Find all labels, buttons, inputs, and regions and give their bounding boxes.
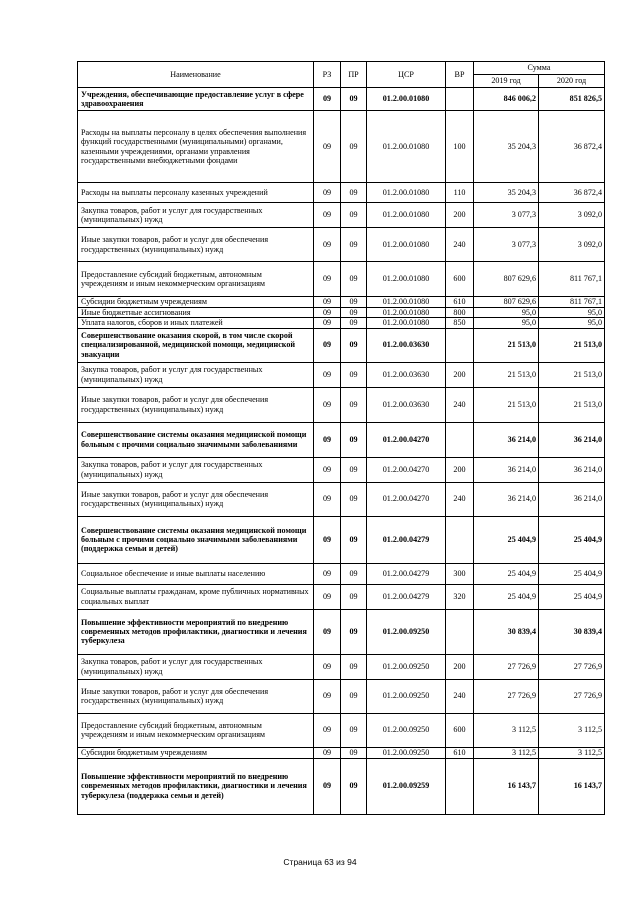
table-row (78, 713, 605, 747)
row-pr: 09 (341, 654, 367, 679)
row-value-2019: 16 143,7 (474, 758, 539, 814)
row-value-2020: 36 214,0 (539, 422, 605, 457)
row-csr: 01.2.00.01080 (367, 262, 446, 297)
row-value-2020: 21 513,0 (539, 328, 605, 362)
table-row (78, 183, 605, 203)
row-name: Совершенствование системы оказания медицинской помощи больным с прочими социально значимыми заболеваниями (78, 422, 314, 457)
row-pr: 09 (341, 457, 367, 482)
header-pr: ПР (341, 62, 367, 88)
row-pr: 09 (341, 228, 367, 262)
row-value-2019: 25 404,9 (474, 516, 539, 563)
row-vr: 300 (446, 563, 474, 584)
row-csr: 01.2.00.01080 (367, 308, 446, 318)
row-pr: 09 (341, 328, 367, 362)
row-value-2019: 807 629,6 (474, 297, 539, 308)
row-rz: 09 (314, 563, 341, 584)
table-row (78, 297, 605, 308)
table-row (78, 654, 605, 679)
row-name: Иные закупки товаров, работ и услуг для обеспечения государственных (муниципальных) нужд (78, 679, 314, 713)
row-rz: 09 (314, 516, 341, 563)
row-value-2019: 846 006,2 (474, 88, 539, 111)
row-name: Иные бюджетные ассигнования (78, 308, 314, 318)
row-csr: 01.2.00.04270 (367, 422, 446, 457)
row-rz: 09 (314, 713, 341, 747)
row-vr (446, 422, 474, 457)
row-value-2020: 851 826,5 (539, 88, 605, 111)
row-rz: 09 (314, 308, 341, 318)
row-value-2020: 25 404,9 (539, 516, 605, 563)
row-vr: 600 (446, 262, 474, 297)
table-row (78, 482, 605, 516)
row-pr: 09 (341, 318, 367, 328)
table-row (78, 328, 605, 362)
row-value-2019: 807 629,6 (474, 262, 539, 297)
table-row (78, 679, 605, 713)
row-pr: 09 (341, 482, 367, 516)
row-pr: 09 (341, 516, 367, 563)
row-rz: 09 (314, 318, 341, 328)
row-value-2019: 36 214,0 (474, 422, 539, 457)
row-name: Иные закупки товаров, работ и услуг для обеспечения государственных (муниципальных) нужд (78, 387, 314, 422)
row-name: Учреждения, обеспечивающие предоставление услуг в сфере здравоохранения (78, 88, 314, 111)
row-name: Иные закупки товаров, работ и услуг для обеспечения государственных (муниципальных) нужд (78, 228, 314, 262)
row-vr: 200 (446, 362, 474, 387)
row-value-2019: 21 513,0 (474, 362, 539, 387)
table-body (78, 88, 605, 815)
row-rz: 09 (314, 422, 341, 457)
row-vr (446, 88, 474, 111)
row-value-2020: 3 112,5 (539, 713, 605, 747)
row-csr: 01.2.00.01080 (367, 111, 446, 183)
row-rz: 09 (314, 228, 341, 262)
header-rz: РЗ (314, 62, 341, 88)
row-value-2020: 30 839,4 (539, 609, 605, 654)
row-vr (446, 758, 474, 814)
row-name: Предоставление субсидий бюджетным, автономным учреждениям и иным некоммерческим организациям (78, 713, 314, 747)
table-row (78, 203, 605, 228)
row-name: Предоставление субсидий бюджетным, автономным учреждениям и иным некоммерческим организациям (78, 262, 314, 297)
header-year-2019: 2019 год (474, 75, 539, 88)
row-pr: 09 (341, 713, 367, 747)
row-csr: 01.2.00.03630 (367, 328, 446, 362)
row-rz: 09 (314, 387, 341, 422)
row-csr: 01.2.00.09250 (367, 654, 446, 679)
row-csr: 01.2.00.09250 (367, 679, 446, 713)
row-name: Расходы на выплаты персоналу казенных учреждений (78, 183, 314, 203)
row-csr: 01.2.00.01080 (367, 228, 446, 262)
row-rz: 09 (314, 183, 341, 203)
row-pr: 09 (341, 262, 367, 297)
row-value-2020: 3 092,0 (539, 203, 605, 228)
row-rz: 09 (314, 679, 341, 713)
row-value-2020: 25 404,9 (539, 563, 605, 584)
row-csr: 01.2.00.04270 (367, 457, 446, 482)
row-csr: 01.2.00.03630 (367, 387, 446, 422)
row-pr: 09 (341, 758, 367, 814)
table-row (78, 88, 605, 111)
row-name: Социальное обеспечение и иные выплаты населению (78, 563, 314, 584)
row-csr: 01.2.00.09259 (367, 758, 446, 814)
row-value-2019: 35 204,3 (474, 183, 539, 203)
row-pr: 09 (341, 563, 367, 584)
row-pr: 09 (341, 679, 367, 713)
row-value-2019: 95,0 (474, 308, 539, 318)
table-row (78, 758, 605, 814)
row-pr: 09 (341, 387, 367, 422)
row-rz: 09 (314, 758, 341, 814)
row-value-2020: 95,0 (539, 308, 605, 318)
row-rz: 09 (314, 203, 341, 228)
row-vr: 100 (446, 111, 474, 183)
row-value-2020: 36 872,4 (539, 183, 605, 203)
row-rz: 09 (314, 328, 341, 362)
table-row (78, 262, 605, 297)
row-rz: 09 (314, 482, 341, 516)
row-csr: 01.2.00.03630 (367, 362, 446, 387)
row-value-2019: 25 404,9 (474, 584, 539, 609)
row-value-2020: 36 214,0 (539, 482, 605, 516)
row-vr: 240 (446, 482, 474, 516)
row-csr: 01.2.00.04279 (367, 516, 446, 563)
row-value-2019: 3 112,5 (474, 747, 539, 758)
row-vr: 610 (446, 297, 474, 308)
row-value-2019: 95,0 (474, 318, 539, 328)
row-rz: 09 (314, 654, 341, 679)
row-vr: 200 (446, 457, 474, 482)
row-csr: 01.2.00.09250 (367, 609, 446, 654)
row-pr: 09 (341, 183, 367, 203)
table-row (78, 747, 605, 758)
row-value-2019: 36 214,0 (474, 457, 539, 482)
page-footer: Страница 63 из 94 (283, 857, 357, 867)
row-value-2020: 3 112,5 (539, 747, 605, 758)
row-pr: 09 (341, 88, 367, 111)
row-value-2019: 30 839,4 (474, 609, 539, 654)
row-name: Уплата налогов, сборов и иных платежей (78, 318, 314, 328)
row-csr: 01.2.00.01080 (367, 318, 446, 328)
row-rz: 09 (314, 584, 341, 609)
row-value-2019: 27 726,9 (474, 679, 539, 713)
row-value-2019: 27 726,9 (474, 654, 539, 679)
row-vr: 240 (446, 387, 474, 422)
row-pr: 09 (341, 422, 367, 457)
row-csr: 01.2.00.01080 (367, 297, 446, 308)
row-vr: 240 (446, 679, 474, 713)
row-name: Повышение эффективности мероприятий по внедрению современных методов профилактики, диагностики и лечения туберкулеза (поддержка семьи и детей) (78, 758, 314, 814)
row-name: Закупка товаров, работ и услуг для государственных (муниципальных) нужд (78, 457, 314, 482)
row-value-2019: 3 112,5 (474, 713, 539, 747)
row-vr: 610 (446, 747, 474, 758)
row-rz: 09 (314, 362, 341, 387)
row-name: Закупка товаров, работ и услуг для государственных (муниципальных) нужд (78, 654, 314, 679)
header-name: Наименование (78, 62, 314, 88)
table-row (78, 387, 605, 422)
row-rz: 09 (314, 88, 341, 111)
row-name: Социальные выплаты гражданам, кроме публичных нормативных социальных выплат (78, 584, 314, 609)
row-name: Повышение эффективности мероприятий по внедрению современных методов профилактики, диагностики и лечения туберкулеза (78, 609, 314, 654)
row-name: Расходы на выплаты персоналу в целях обеспечения выполнения функций государственными (муниципальными) органами, казенными учреждениями, органами управления государственными внебюджетными фондами (78, 111, 314, 183)
row-value-2020: 811 767,1 (539, 262, 605, 297)
row-pr: 09 (341, 111, 367, 183)
row-value-2020: 36 214,0 (539, 457, 605, 482)
row-pr: 09 (341, 308, 367, 318)
row-name: Иные закупки товаров, работ и услуг для обеспечения государственных (муниципальных) нужд (78, 482, 314, 516)
row-name: Закупка товаров, работ и услуг для государственных (муниципальных) нужд (78, 362, 314, 387)
row-vr: 200 (446, 654, 474, 679)
table-row (78, 516, 605, 563)
table-row (78, 308, 605, 318)
row-value-2019: 21 513,0 (474, 328, 539, 362)
row-value-2020: 21 513,0 (539, 387, 605, 422)
row-value-2019: 36 214,0 (474, 482, 539, 516)
row-csr: 01.2.00.01080 (367, 88, 446, 111)
row-value-2020: 36 872,4 (539, 111, 605, 183)
row-value-2020: 27 726,9 (539, 654, 605, 679)
row-name: Совершенствование оказания скорой, в том числе скорой специализированной, медицинской помощи, медицинской эвакуации (78, 328, 314, 362)
table-row (78, 457, 605, 482)
row-name: Совершенствование системы оказания медицинской помощи больным с прочими социально значимыми заболеваниями (поддержка семьи и детей) (78, 516, 314, 563)
table-row (78, 362, 605, 387)
header-csr: ЦСР (367, 62, 446, 88)
row-value-2020: 16 143,7 (539, 758, 605, 814)
table-row (78, 318, 605, 328)
row-value-2020: 21 513,0 (539, 362, 605, 387)
row-vr: 600 (446, 713, 474, 747)
row-rz: 09 (314, 297, 341, 308)
row-csr: 01.2.00.04279 (367, 584, 446, 609)
row-csr: 01.2.00.04279 (367, 563, 446, 584)
row-value-2019: 3 077,3 (474, 228, 539, 262)
row-vr: 240 (446, 228, 474, 262)
row-value-2019: 25 404,9 (474, 563, 539, 584)
row-pr: 09 (341, 297, 367, 308)
row-csr: 01.2.00.01080 (367, 183, 446, 203)
row-value-2019: 3 077,3 (474, 203, 539, 228)
row-value-2020: 25 404,9 (539, 584, 605, 609)
row-vr: 850 (446, 318, 474, 328)
table-row (78, 228, 605, 262)
row-rz: 09 (314, 747, 341, 758)
row-rz: 09 (314, 457, 341, 482)
row-value-2019: 21 513,0 (474, 387, 539, 422)
row-pr: 09 (341, 584, 367, 609)
row-csr: 01.2.00.04270 (367, 482, 446, 516)
row-csr: 01.2.00.09250 (367, 747, 446, 758)
table-row (78, 609, 605, 654)
row-vr (446, 328, 474, 362)
row-vr: 200 (446, 203, 474, 228)
row-value-2019: 35 204,3 (474, 111, 539, 183)
budget-table (77, 61, 605, 815)
row-csr: 01.2.00.09250 (367, 713, 446, 747)
row-csr: 01.2.00.01080 (367, 203, 446, 228)
header-vr: ВР (446, 62, 474, 88)
table-row (78, 584, 605, 609)
table-row (78, 111, 605, 183)
header-sum: Сумма (474, 62, 605, 75)
row-vr: 110 (446, 183, 474, 203)
row-name: Закупка товаров, работ и услуг для государственных (муниципальных) нужд (78, 203, 314, 228)
row-vr: 800 (446, 308, 474, 318)
row-vr (446, 516, 474, 563)
row-pr: 09 (341, 609, 367, 654)
row-vr (446, 609, 474, 654)
row-rz: 09 (314, 111, 341, 183)
row-rz: 09 (314, 609, 341, 654)
row-pr: 09 (341, 362, 367, 387)
row-pr: 09 (341, 203, 367, 228)
row-rz: 09 (314, 262, 341, 297)
row-name: Субсидии бюджетным учреждениям (78, 747, 314, 758)
row-vr: 320 (446, 584, 474, 609)
row-value-2020: 811 767,1 (539, 297, 605, 308)
row-value-2020: 27 726,9 (539, 679, 605, 713)
row-name: Субсидии бюджетным учреждениям (78, 297, 314, 308)
row-value-2020: 95,0 (539, 318, 605, 328)
header-year-2020: 2020 год (539, 75, 605, 88)
table-row (78, 422, 605, 457)
table-row (78, 563, 605, 584)
row-value-2020: 3 092,0 (539, 228, 605, 262)
row-pr: 09 (341, 747, 367, 758)
